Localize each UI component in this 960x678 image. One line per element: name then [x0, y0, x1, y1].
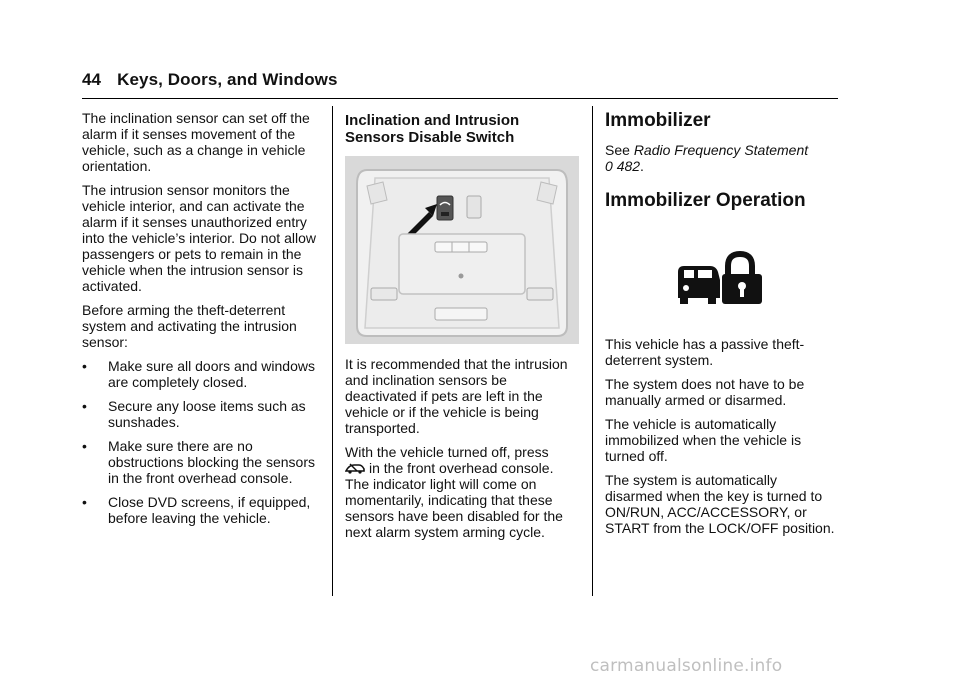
- column-divider-1: [332, 106, 333, 596]
- immobilizer-operation-heading: Immobilizer Operation: [605, 190, 806, 211]
- page-title: Keys, Doors, and Windows: [117, 70, 338, 89]
- immobilizer-car-lock-icon: [605, 250, 837, 306]
- column-right: [605, 110, 837, 544]
- section-heading: Inclination and Intrusion Sensors Disable Switch: [345, 112, 520, 146]
- watermark-link[interactable]: carmanualsonline.info: [590, 656, 783, 676]
- list-item: • Secure any loose items such as sunshades.: [82, 398, 306, 430]
- bullet-marker: •: [82, 494, 87, 510]
- column-divider-2: [592, 106, 593, 596]
- intrusion-paragraph: The intrusion sensor monitors the vehicle interior, and can activate the alarm if it senses unauthorized entry into the vehicle’s interior. Do not allow passengers or pets to remain in the vehicle when the intrusion sensor is activated.: [82, 182, 316, 294]
- column-middle: [345, 110, 581, 548]
- inclination-paragraph: The inclination sensor can set off the alarm if it senses movement of the vehicle, such as a change in vehicle orientation.: [82, 110, 310, 174]
- bullet-marker: •: [82, 398, 87, 414]
- passive-system-paragraph: This vehicle has a passive theft-deterrent system.: [605, 336, 805, 368]
- page-number: 44: [82, 70, 102, 89]
- header-rule: [82, 98, 838, 99]
- no-manual-arm-paragraph: The system does not have to be manually armed or disarmed.: [605, 376, 805, 408]
- auto-immobilize-paragraph: The vehicle is automatically immobilized when the vehicle is turned off.: [605, 416, 802, 464]
- immobilizer-heading: Immobilizer: [605, 110, 711, 131]
- list-item: • Make sure there are no obstructions blocking the sensors in the front overhead console.: [82, 438, 315, 486]
- page-header: [82, 70, 338, 90]
- bullet-marker: •: [82, 358, 87, 374]
- checklist: [82, 358, 322, 526]
- reference-link[interactable]: Radio Frequency Statement: [633, 142, 809, 158]
- reference-page[interactable]: 482: [616, 158, 641, 174]
- page-arrow-icon: 0: [605, 158, 613, 174]
- see-reference: See Radio Frequency Statement 0 482.: [605, 142, 809, 174]
- before-arming-paragraph: Before arming the theft-deterrent system and activating the intrusion sensor:: [82, 302, 297, 350]
- overhead-console-illustration: [345, 156, 579, 344]
- recommendation-paragraph: It is recommended that the intrusion and inclination sensors be deactivated if pets are left in the vehicle or if the vehicle is being transported.: [345, 356, 568, 436]
- auto-disarm-paragraph: The system is automatically disarmed when the key is turned to ON/RUN, ACC/ACCESSORY, or START from the LOCK/OFF position.: [605, 472, 835, 536]
- list-item: • Close DVD screens, if equipped, before leaving the vehicle.: [82, 494, 311, 526]
- disable-instructions-paragraph: With the vehicle turned off, press in the front overhead console. The indicator light will come on momentarily, indicating that these sensors have been disabled for the next alarm system arming cycle.: [345, 444, 563, 540]
- bullet-marker: •: [82, 438, 87, 454]
- list-item: • Make sure all doors and windows are completely closed.: [82, 358, 315, 390]
- column-left: [82, 110, 322, 534]
- intrusion-sensor-button-icon: [345, 461, 365, 473]
